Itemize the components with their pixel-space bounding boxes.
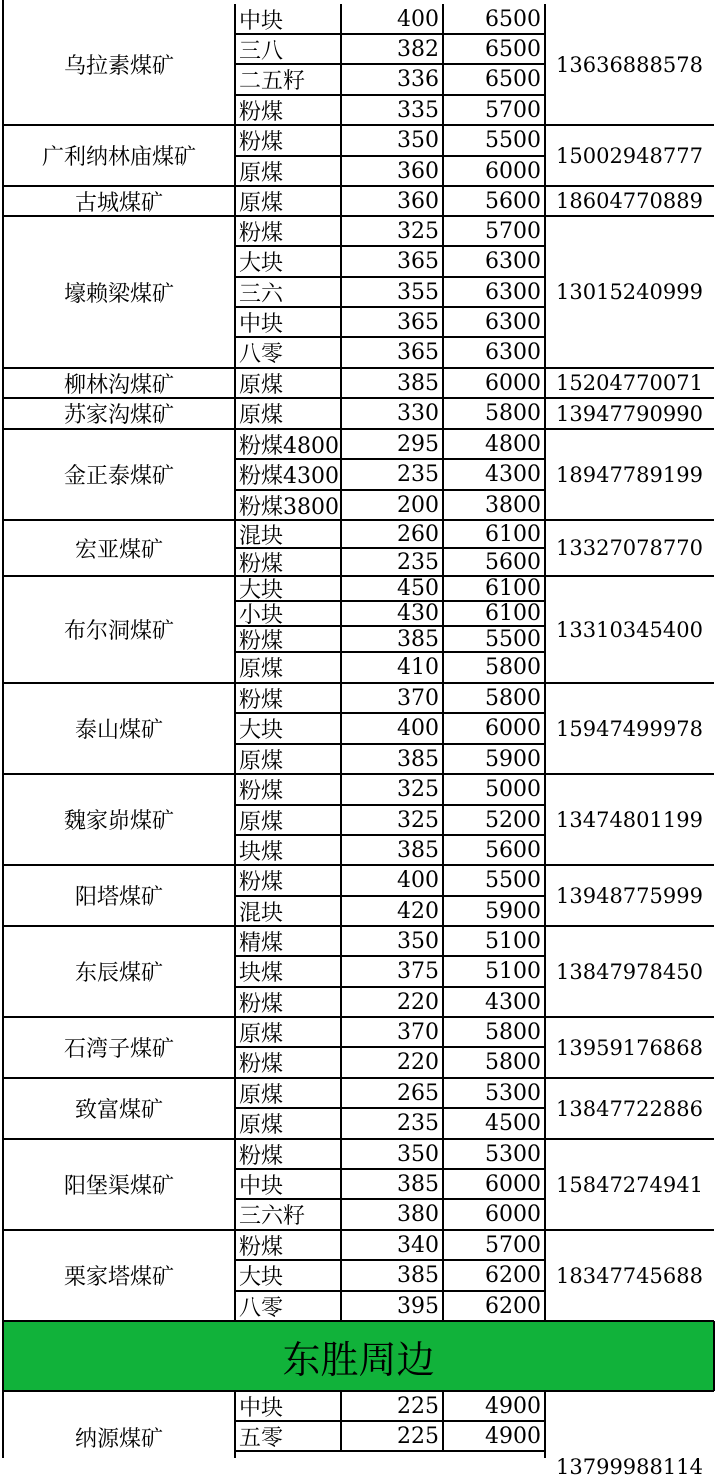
grid-line <box>442 4 444 125</box>
grid-line <box>234 186 236 216</box>
calorific-value: 5500 <box>485 868 541 893</box>
coal-price: 225 <box>397 1423 439 1449</box>
coal-product: 大块 <box>239 718 284 743</box>
calorific-value: 5600 <box>485 837 541 863</box>
mine-name: 东辰煤矿 <box>74 961 163 986</box>
mine-phone: 15002948777 <box>556 143 703 168</box>
grid-line <box>340 368 342 398</box>
coal-product: 原煤 <box>239 1021 284 1047</box>
grid-line <box>235 63 545 65</box>
mine-phone: 15947499978 <box>556 716 703 741</box>
coal-price: 370 <box>397 1019 439 1045</box>
coal-product: 粉煤4300 <box>239 464 339 489</box>
coal-price: 365 <box>397 309 439 335</box>
coal-product: 中块 <box>239 1395 284 1421</box>
grid-line <box>340 1139 342 1230</box>
coal-price: 360 <box>397 158 439 184</box>
coal-price: 385 <box>397 370 439 396</box>
calorific-value: 6300 <box>485 279 541 305</box>
grid-line <box>442 125 444 186</box>
coal-price: 325 <box>397 777 439 802</box>
grid-line <box>544 1230 546 1321</box>
grid-line <box>2 1391 4 1458</box>
grid-line <box>235 834 545 836</box>
coal-price: 375 <box>397 959 439 984</box>
grid-line <box>544 865 546 926</box>
grid-line <box>235 155 545 157</box>
calorific-value: 6100 <box>485 521 541 547</box>
calorific-value: 5800 <box>485 655 541 680</box>
grid-line <box>340 774 342 865</box>
calorific-value: 6000 <box>485 370 541 396</box>
coal-product: 原煤 <box>239 657 284 682</box>
grid-line <box>234 1391 236 1458</box>
coal-product: 原煤 <box>239 1113 284 1138</box>
coal-price: 400 <box>397 716 439 741</box>
mine-phone: 13959176868 <box>556 1035 703 1060</box>
mine-name: 金正泰煤矿 <box>63 464 174 489</box>
coal-product: 块煤 <box>239 839 284 865</box>
coal-product: 三六 <box>239 281 284 307</box>
coal-price: 355 <box>397 279 439 305</box>
coal-product: 原煤 <box>239 748 284 774</box>
calorific-value: 6000 <box>485 1202 541 1227</box>
grid-line <box>544 429 546 520</box>
calorific-value: 6500 <box>485 6 541 32</box>
grid-line <box>442 216 444 368</box>
grid-line <box>235 336 545 338</box>
mine-phone: 13327078770 <box>556 536 703 560</box>
grid-line <box>544 398 546 429</box>
mine-phone: 13015240999 <box>556 280 703 304</box>
coal-price: 382 <box>397 36 439 62</box>
coal-price: 360 <box>397 188 439 214</box>
grid-line <box>234 520 236 576</box>
coal-price: 370 <box>397 685 439 711</box>
grid-line <box>235 1290 545 1292</box>
calorific-value: 5600 <box>485 549 541 575</box>
grid-line <box>235 276 545 278</box>
mine-name: 栗家塔煤矿 <box>63 1265 174 1290</box>
calorific-value: 5100 <box>485 959 541 984</box>
grid-line <box>442 683 444 774</box>
coal-price: 395 <box>397 1293 439 1319</box>
grid-line <box>442 1078 444 1139</box>
grid-line <box>235 804 545 806</box>
mine-name: 柳林沟煤矿 <box>63 372 174 398</box>
calorific-value: 5000 <box>485 777 541 802</box>
coal-price: 200 <box>397 492 439 518</box>
calorific-value: 6100 <box>485 576 541 601</box>
grid-line <box>340 683 342 774</box>
grid-line <box>340 429 342 520</box>
grid-line <box>340 4 342 125</box>
grid-line <box>544 683 546 774</box>
coal-price: 340 <box>397 1232 439 1258</box>
coal-product: 八零 <box>239 1295 284 1321</box>
coal-price: 450 <box>397 576 439 601</box>
calorific-value: 4300 <box>485 989 541 1015</box>
coal-product: 大块 <box>239 578 284 601</box>
calorific-value: 5800 <box>485 1050 541 1075</box>
coal-product: 原煤 <box>239 372 284 398</box>
calorific-value: 5300 <box>485 1141 541 1167</box>
grid-line <box>235 1420 545 1422</box>
calorific-value: 5800 <box>485 401 541 426</box>
mine-phone: 18347745688 <box>556 1263 703 1288</box>
coal-product: 中块 <box>239 1173 284 1199</box>
coal-price: 420 <box>397 898 439 924</box>
mine-name: 广利纳林庙煤矿 <box>41 145 196 170</box>
coal-price: 385 <box>397 626 439 652</box>
coal-price: 235 <box>397 549 439 575</box>
calorific-value: 6000 <box>485 1171 541 1197</box>
grid-line <box>234 1139 236 1230</box>
mine-phone: 13847978450 <box>556 959 703 984</box>
coal-product: 粉煤 <box>239 687 284 713</box>
grid-line <box>2 1321 4 1391</box>
coal-price: 400 <box>397 868 439 893</box>
coal-product: 三六籽 <box>239 1204 306 1229</box>
grid-line <box>544 1078 546 1139</box>
calorific-value: 5800 <box>485 685 541 711</box>
grid-line <box>544 1391 546 1458</box>
grid-line <box>544 926 546 1017</box>
coal-product: 粉煤 <box>239 551 284 576</box>
grid-line <box>235 1046 545 1048</box>
mine-phone: 13636888578 <box>556 52 703 77</box>
grid-line <box>544 1017 546 1078</box>
grid-line <box>235 625 545 627</box>
coal-price: 385 <box>397 1263 439 1288</box>
grid-line <box>340 216 342 368</box>
grid-line <box>442 1139 444 1230</box>
mine-name: 苏家沟煤矿 <box>63 403 174 428</box>
grid-line <box>442 1017 444 1078</box>
grid-line <box>442 1391 444 1451</box>
calorific-value: 4500 <box>485 1111 541 1136</box>
coal-product: 原煤 <box>239 190 284 216</box>
grid-line <box>235 986 545 988</box>
mine-phone: 13474801199 <box>556 807 703 832</box>
calorific-value: 6100 <box>485 601 541 626</box>
grid-line <box>235 651 545 653</box>
coal-price: 325 <box>397 218 439 244</box>
grid-line <box>340 125 342 186</box>
grid-line <box>442 398 444 429</box>
coal-product: 粉煤 <box>239 99 284 125</box>
coal-product: 精煤 <box>239 930 284 956</box>
mine-name: 致富煤矿 <box>74 1098 163 1123</box>
mine-phone: 13310345400 <box>556 617 703 642</box>
grid-line <box>544 216 546 368</box>
coal-price: 335 <box>397 97 439 123</box>
calorific-value: 5700 <box>485 218 541 244</box>
coal-price: 235 <box>397 1111 439 1136</box>
coal-price: 400 <box>397 6 439 32</box>
calorific-value: 6500 <box>485 67 541 92</box>
coal-product: 原煤 <box>239 809 284 835</box>
grid-line <box>544 125 546 186</box>
calorific-value: 5300 <box>485 1080 541 1106</box>
coal-product: 粉煤 <box>239 991 284 1017</box>
calorific-value: 5500 <box>485 128 541 153</box>
grid-line <box>442 926 444 1017</box>
calorific-value: 6000 <box>485 158 541 184</box>
coal-price: 325 <box>397 807 439 833</box>
grid-line <box>234 398 236 429</box>
grid-line <box>544 186 546 216</box>
coal-product: 中块 <box>239 311 284 337</box>
grid-line <box>234 429 236 520</box>
coal-product: 混块 <box>239 900 284 926</box>
coal-product: 五零 <box>239 1425 284 1451</box>
coal-product: 八零 <box>239 342 284 367</box>
coal-price: 295 <box>397 431 439 457</box>
coal-price: 365 <box>397 340 439 365</box>
coal-price: 225 <box>397 1393 439 1419</box>
mine-name: 宏亚煤矿 <box>74 537 163 563</box>
coal-product: 中块 <box>239 8 284 34</box>
coal-price: 350 <box>397 1141 439 1167</box>
coal-price: 330 <box>397 401 439 426</box>
grid-line <box>442 186 444 216</box>
mine-phone: 15204770071 <box>556 371 703 395</box>
grid-line <box>544 520 546 576</box>
mine-phone: 13847722886 <box>556 1096 703 1121</box>
mine-name: 纳源煤矿 <box>74 1426 163 1452</box>
coal-product: 二五籽 <box>239 69 306 94</box>
coal-price: 350 <box>397 928 439 954</box>
grid-line <box>2 0 4 1321</box>
calorific-value: 6300 <box>485 340 541 365</box>
coal-price: 336 <box>397 67 439 92</box>
grid-line <box>340 865 342 926</box>
coal-price: 220 <box>397 989 439 1015</box>
calorific-value: 6300 <box>485 249 541 274</box>
mine-name: 阳堡渠煤矿 <box>63 1174 174 1199</box>
mine-phone: 18947789199 <box>556 462 703 487</box>
coal-price: 385 <box>397 746 439 772</box>
coal-product: 粉煤 <box>239 1234 284 1260</box>
grid-line <box>235 1198 545 1200</box>
coal-product: 粉煤 <box>239 1143 284 1169</box>
grid-line <box>235 1259 545 1261</box>
calorific-value: 5600 <box>485 188 541 214</box>
coal-price: 350 <box>397 128 439 153</box>
calorific-value: 5800 <box>485 1019 541 1045</box>
grid-line <box>442 774 444 865</box>
calorific-value: 5900 <box>485 898 541 924</box>
grid-line <box>544 4 546 125</box>
mine-phone: 18604770889 <box>556 189 703 213</box>
coal-product: 粉煤 <box>239 870 284 895</box>
grid-line <box>235 1168 545 1170</box>
coal-product: 原煤 <box>239 160 284 186</box>
grid-line <box>442 865 444 926</box>
coal-price: 430 <box>397 601 439 626</box>
coal-price: 385 <box>397 1171 439 1197</box>
grid-line <box>234 1230 236 1321</box>
coal-price: 265 <box>397 1080 439 1106</box>
grid-line <box>340 398 342 429</box>
grid-line <box>340 1230 342 1321</box>
mine-name: 魏家峁煤矿 <box>63 809 174 834</box>
calorific-value: 5100 <box>485 928 541 954</box>
grid-line <box>442 368 444 398</box>
coal-product: 混块 <box>239 523 284 548</box>
grid-line <box>442 520 444 576</box>
grid-line <box>235 306 545 308</box>
grid-line <box>235 712 545 714</box>
coal-price: 260 <box>397 521 439 547</box>
coal-price: 385 <box>397 837 439 863</box>
calorific-value: 5700 <box>485 1232 541 1258</box>
grid-line <box>235 245 545 247</box>
grid-line <box>340 1078 342 1139</box>
mine-name: 布尔洞煤矿 <box>63 619 174 644</box>
grid-line <box>544 576 546 683</box>
grid-line <box>235 1450 545 1452</box>
grid-line <box>235 743 545 745</box>
coal-product: 原煤 <box>239 403 284 428</box>
coal-product: 粉煤3800 <box>239 494 339 520</box>
section-header: 东胜周边 <box>3 1321 714 1391</box>
grid-line <box>340 1391 342 1451</box>
grid-line <box>234 368 236 398</box>
calorific-value: 4900 <box>485 1393 541 1419</box>
grid-line <box>235 955 545 957</box>
grid-line <box>234 1078 236 1139</box>
grid-line <box>235 33 545 35</box>
grid-line <box>235 458 545 460</box>
mine-phone: 13799988114 <box>556 1455 703 1479</box>
grid-line <box>234 576 236 683</box>
grid-line <box>235 600 545 602</box>
coal-product: 粉煤 <box>239 1052 284 1077</box>
grid-line <box>442 576 444 683</box>
coal-product: 粉煤 <box>239 628 284 652</box>
grid-line <box>340 926 342 1017</box>
grid-line <box>340 520 342 576</box>
coal-price: 220 <box>397 1050 439 1075</box>
mine-name: 石湾子煤矿 <box>63 1037 174 1062</box>
mine-name: 阳塔煤矿 <box>74 885 163 910</box>
grid-line <box>234 216 236 368</box>
coal-product: 粉煤 <box>239 779 284 804</box>
grid-line <box>3 1320 714 1322</box>
grid-line <box>235 1107 545 1109</box>
calorific-value: 5900 <box>485 746 541 772</box>
coal-product: 粉煤 <box>239 130 284 155</box>
grid-line <box>234 774 236 865</box>
grid-line <box>234 926 236 1017</box>
calorific-value: 6300 <box>485 309 541 335</box>
coal-price: 235 <box>397 462 439 487</box>
grid-line <box>340 186 342 216</box>
mine-phone: 13948775999 <box>556 883 703 908</box>
calorific-value: 6200 <box>485 1263 541 1288</box>
grid-line <box>544 1139 546 1230</box>
coal-product: 小块 <box>239 603 284 626</box>
grid-line <box>235 489 545 491</box>
calorific-value: 3800 <box>485 492 541 518</box>
calorific-value: 6200 <box>485 1293 541 1319</box>
coal-price: 410 <box>397 655 439 680</box>
coal-product: 原煤 <box>239 1082 284 1108</box>
mine-name: 古城煤矿 <box>74 190 163 216</box>
grid-line <box>442 429 444 520</box>
coal-product: 三八 <box>239 38 284 64</box>
coal-product: 块煤 <box>239 961 284 986</box>
grid-line <box>340 576 342 683</box>
mine-name: 壕赖梁煤矿 <box>63 281 174 307</box>
grid-line <box>544 368 546 398</box>
calorific-value: 4300 <box>485 462 541 487</box>
calorific-value: 5700 <box>485 97 541 123</box>
grid-line <box>234 683 236 774</box>
mine-name: 乌拉素煤矿 <box>63 54 174 79</box>
calorific-value: 4800 <box>485 431 541 457</box>
calorific-value: 5200 <box>485 807 541 833</box>
coal-price: 380 <box>397 1202 439 1227</box>
grid-line <box>713 1321 715 1391</box>
calorific-value: 5500 <box>485 626 541 652</box>
coal-product: 粉煤 <box>239 220 284 246</box>
grid-line <box>235 895 545 897</box>
grid-line <box>235 94 545 96</box>
mine-phone: 13947790990 <box>556 401 703 426</box>
grid-line <box>442 1230 444 1321</box>
calorific-value: 6000 <box>485 716 541 741</box>
mine-name: 泰山煤矿 <box>74 718 163 743</box>
grid-line <box>235 547 545 549</box>
grid-line <box>234 1017 236 1078</box>
calorific-value: 6500 <box>485 36 541 62</box>
coal-product: 大块 <box>239 251 284 276</box>
mine-phone: 15847274941 <box>556 1172 703 1197</box>
grid-line <box>340 1017 342 1078</box>
grid-line <box>234 4 236 125</box>
grid-line <box>544 774 546 865</box>
coal-product: 粉煤4800 <box>239 433 339 459</box>
grid-line <box>234 125 236 186</box>
coal-product: 大块 <box>239 1265 284 1290</box>
coal-price: 365 <box>397 249 439 274</box>
grid-line <box>234 865 236 926</box>
calorific-value: 4900 <box>485 1423 541 1449</box>
